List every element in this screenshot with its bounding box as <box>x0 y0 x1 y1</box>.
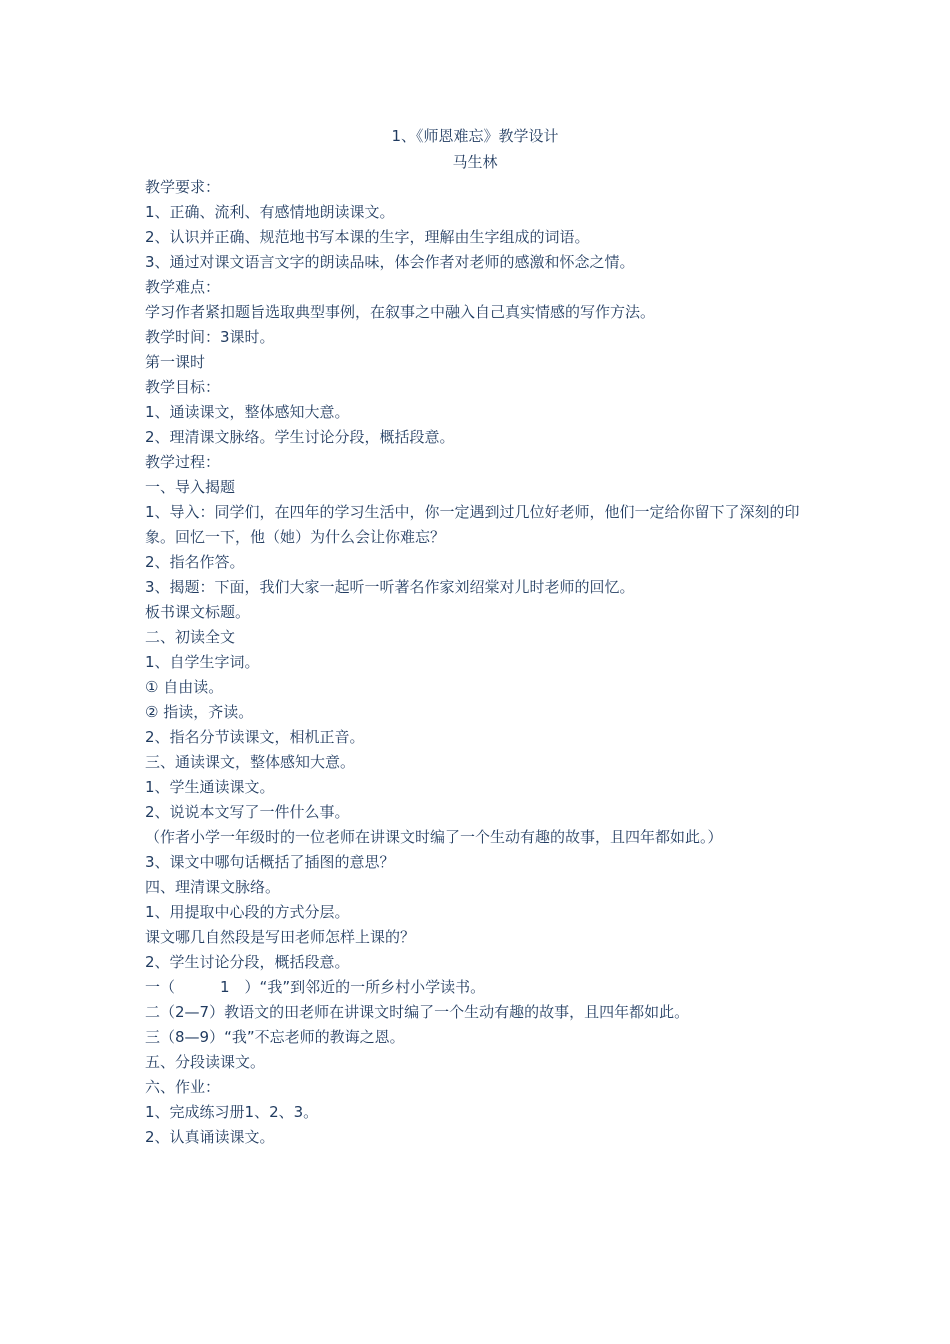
text-line: 教学难点： <box>145 278 221 296</box>
text-line: 3、课文中哪句话概括了插图的意思？ <box>145 853 395 871</box>
text-line: 1、自学生字词。 <box>145 653 260 671</box>
text-line: 1、学生通读课文。 <box>145 778 275 796</box>
text-line: 一、导入揭题 <box>145 478 236 496</box>
text-line: 五、分段读课文。 <box>145 1053 266 1071</box>
text-line: 1、用提取中心段的方式分层。 <box>145 903 350 921</box>
text-line: 2、说说本文写了一件什么事。 <box>145 803 350 821</box>
text-line: 四、理清课文脉络。 <box>145 878 281 896</box>
document-author: 马生林 <box>452 153 498 171</box>
text-line: 2、指名分节读课文，相机正音。 <box>145 728 365 746</box>
text-line: 三（8—9）“我”不忘老师的教诲之恩。 <box>145 1028 405 1046</box>
text-line: 教学过程： <box>145 453 221 471</box>
text-line: 教学时间：3课时。 <box>145 328 275 346</box>
document-title: 1、《师恩难忘》教学设计 <box>391 127 559 145</box>
text-line: 板书课文标题。 <box>145 603 251 621</box>
text-line: 1、正确、流利、有感情地朗读课文。 <box>145 203 395 221</box>
text-line: 1、完成练习册1、2、3。 <box>145 1103 319 1121</box>
text-line: 教学要求： <box>145 178 221 196</box>
document-body <box>145 175 815 1150</box>
text-line: 二、初读全文 <box>145 628 236 646</box>
text-line: 六、作业： <box>145 1078 221 1096</box>
text-line: 教学目标： <box>145 378 221 396</box>
text-line: 二（2—7）教语文的田老师在讲课文时编了一个生动有趣的故事，且四年都如此。 <box>145 1003 690 1021</box>
text-line: 2、理清课文脉络。学生讨论分段，概括段意。 <box>145 428 455 446</box>
text-line: 一（ 1 ）“我”到邻近的一所乡村小学读书。 <box>145 978 486 996</box>
text-line: 第一课时 <box>145 353 206 371</box>
text-line: 1、通读课文，整体感知大意。 <box>145 403 350 421</box>
text-line: 学习作者紧扣题旨选取典型事例，在叙事之中融入自己真实情感的写作方法。 <box>145 303 656 321</box>
text-line: 3、通过对课文语言文字的朗读品味，体会作者对老师的感激和怀念之情。 <box>145 253 635 271</box>
text-line: ① 自由读。 <box>145 678 224 696</box>
text-line: 2、指名作答。 <box>145 553 245 571</box>
text-line: （作者小学一年级时的一位老师在讲课文时编了一个生动有趣的故事，且四年都如此。） <box>145 828 723 846</box>
text-line: 3、揭题：下面，我们大家一起听一听著名作家刘绍棠对儿时老师的回忆。 <box>145 578 635 596</box>
text-line: 2、学生讨论分段，概括段意。 <box>145 953 350 971</box>
text-paragraph: 1、导入：同学们，在四年的学习生活中，你一定遇到过几位好老师，他们一定给你留下了深刻的印象。回忆一下，他（她）为什么会让你难忘？ <box>145 503 800 546</box>
text-line: 三、通读课文，整体感知大意。 <box>145 753 356 771</box>
text-line: 课文哪几自然段是写田老师怎样上课的？ <box>145 928 416 946</box>
text-line: 2、认识并正确、规范地书写本课的生字，理解由生字组成的词语。 <box>145 228 590 246</box>
text-line: ② 指读，齐读。 <box>145 703 254 721</box>
text-line: 2、认真诵读课文。 <box>145 1128 275 1146</box>
